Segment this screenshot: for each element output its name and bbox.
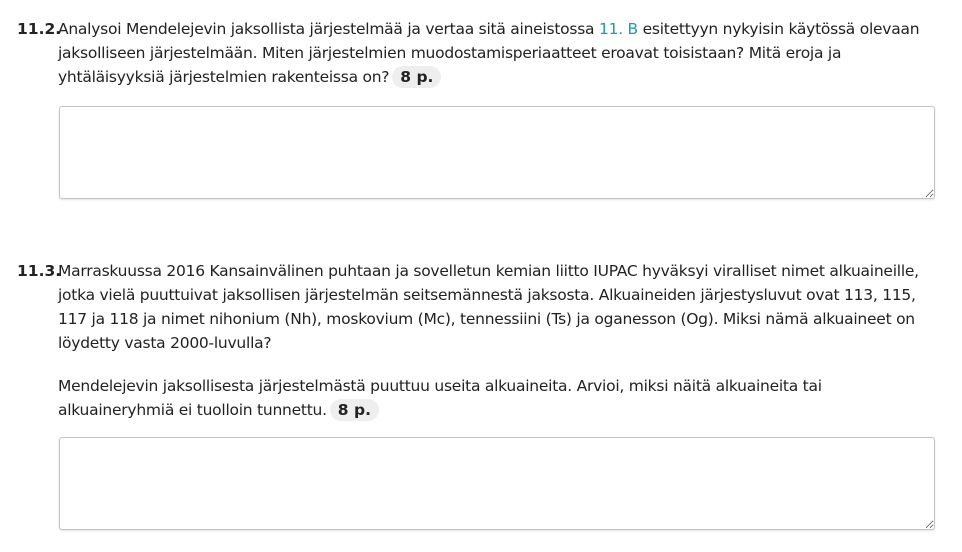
points-badge: 8 p.: [392, 66, 441, 88]
answer-field-11-2[interactable]: [59, 106, 935, 199]
question-paragraph: Marraskuussa 2016 Kansainvälinen puhtaan ja sovelletun kemian liitto IUPAC hyväksyi viralliset nimet alkuaineille, jotka vielä puuttuivat jaksollisen järjestelmän seitsemännestä jaksosta. Alkuaineiden järjestysluvut ovat 113, 115, 117 ja 118 ja nimet nihonium (Nh), moskovium (Mc), tennessiini (Ts) ja oganesson (Og). Miksi nämä alkuaineet on löydetty vasta 2000-luvulla?: [58, 262, 919, 352]
question-11-2: [17, 17, 939, 89]
question-number: 11.2.: [17, 20, 62, 38]
question-text: [58, 17, 939, 89]
question-11-3: [17, 259, 939, 422]
question-paragraph: Mendelejevin jaksollisesta järjestelmästä puuttuu useita alkuaineita. Arvioi, miksi näitä alkuaineita tai alkuaineryhmiä ei tuolloin tunnettu.: [58, 377, 822, 419]
material-link[interactable]: 11. B: [598, 20, 638, 38]
answer-field-11-3[interactable]: [59, 437, 935, 530]
question-text-part: esitettyyn nykyisin käytössä olevaan jaksolliseen järjestelmään. Miten järjestelmien muodostamisperiaatteet eroavat toisistaan? Mitä eroja ja yhtäläisyyksiä järjestelmien rakenteissa on?: [58, 20, 920, 86]
question-text-part: Analysoi Mendelejevin jaksollista järjestelmää ja vertaa sitä aineistossa: [58, 20, 599, 38]
question-number: 11.3.: [17, 262, 62, 280]
points-badge: 8 p.: [330, 399, 379, 421]
question-text: [58, 259, 939, 422]
